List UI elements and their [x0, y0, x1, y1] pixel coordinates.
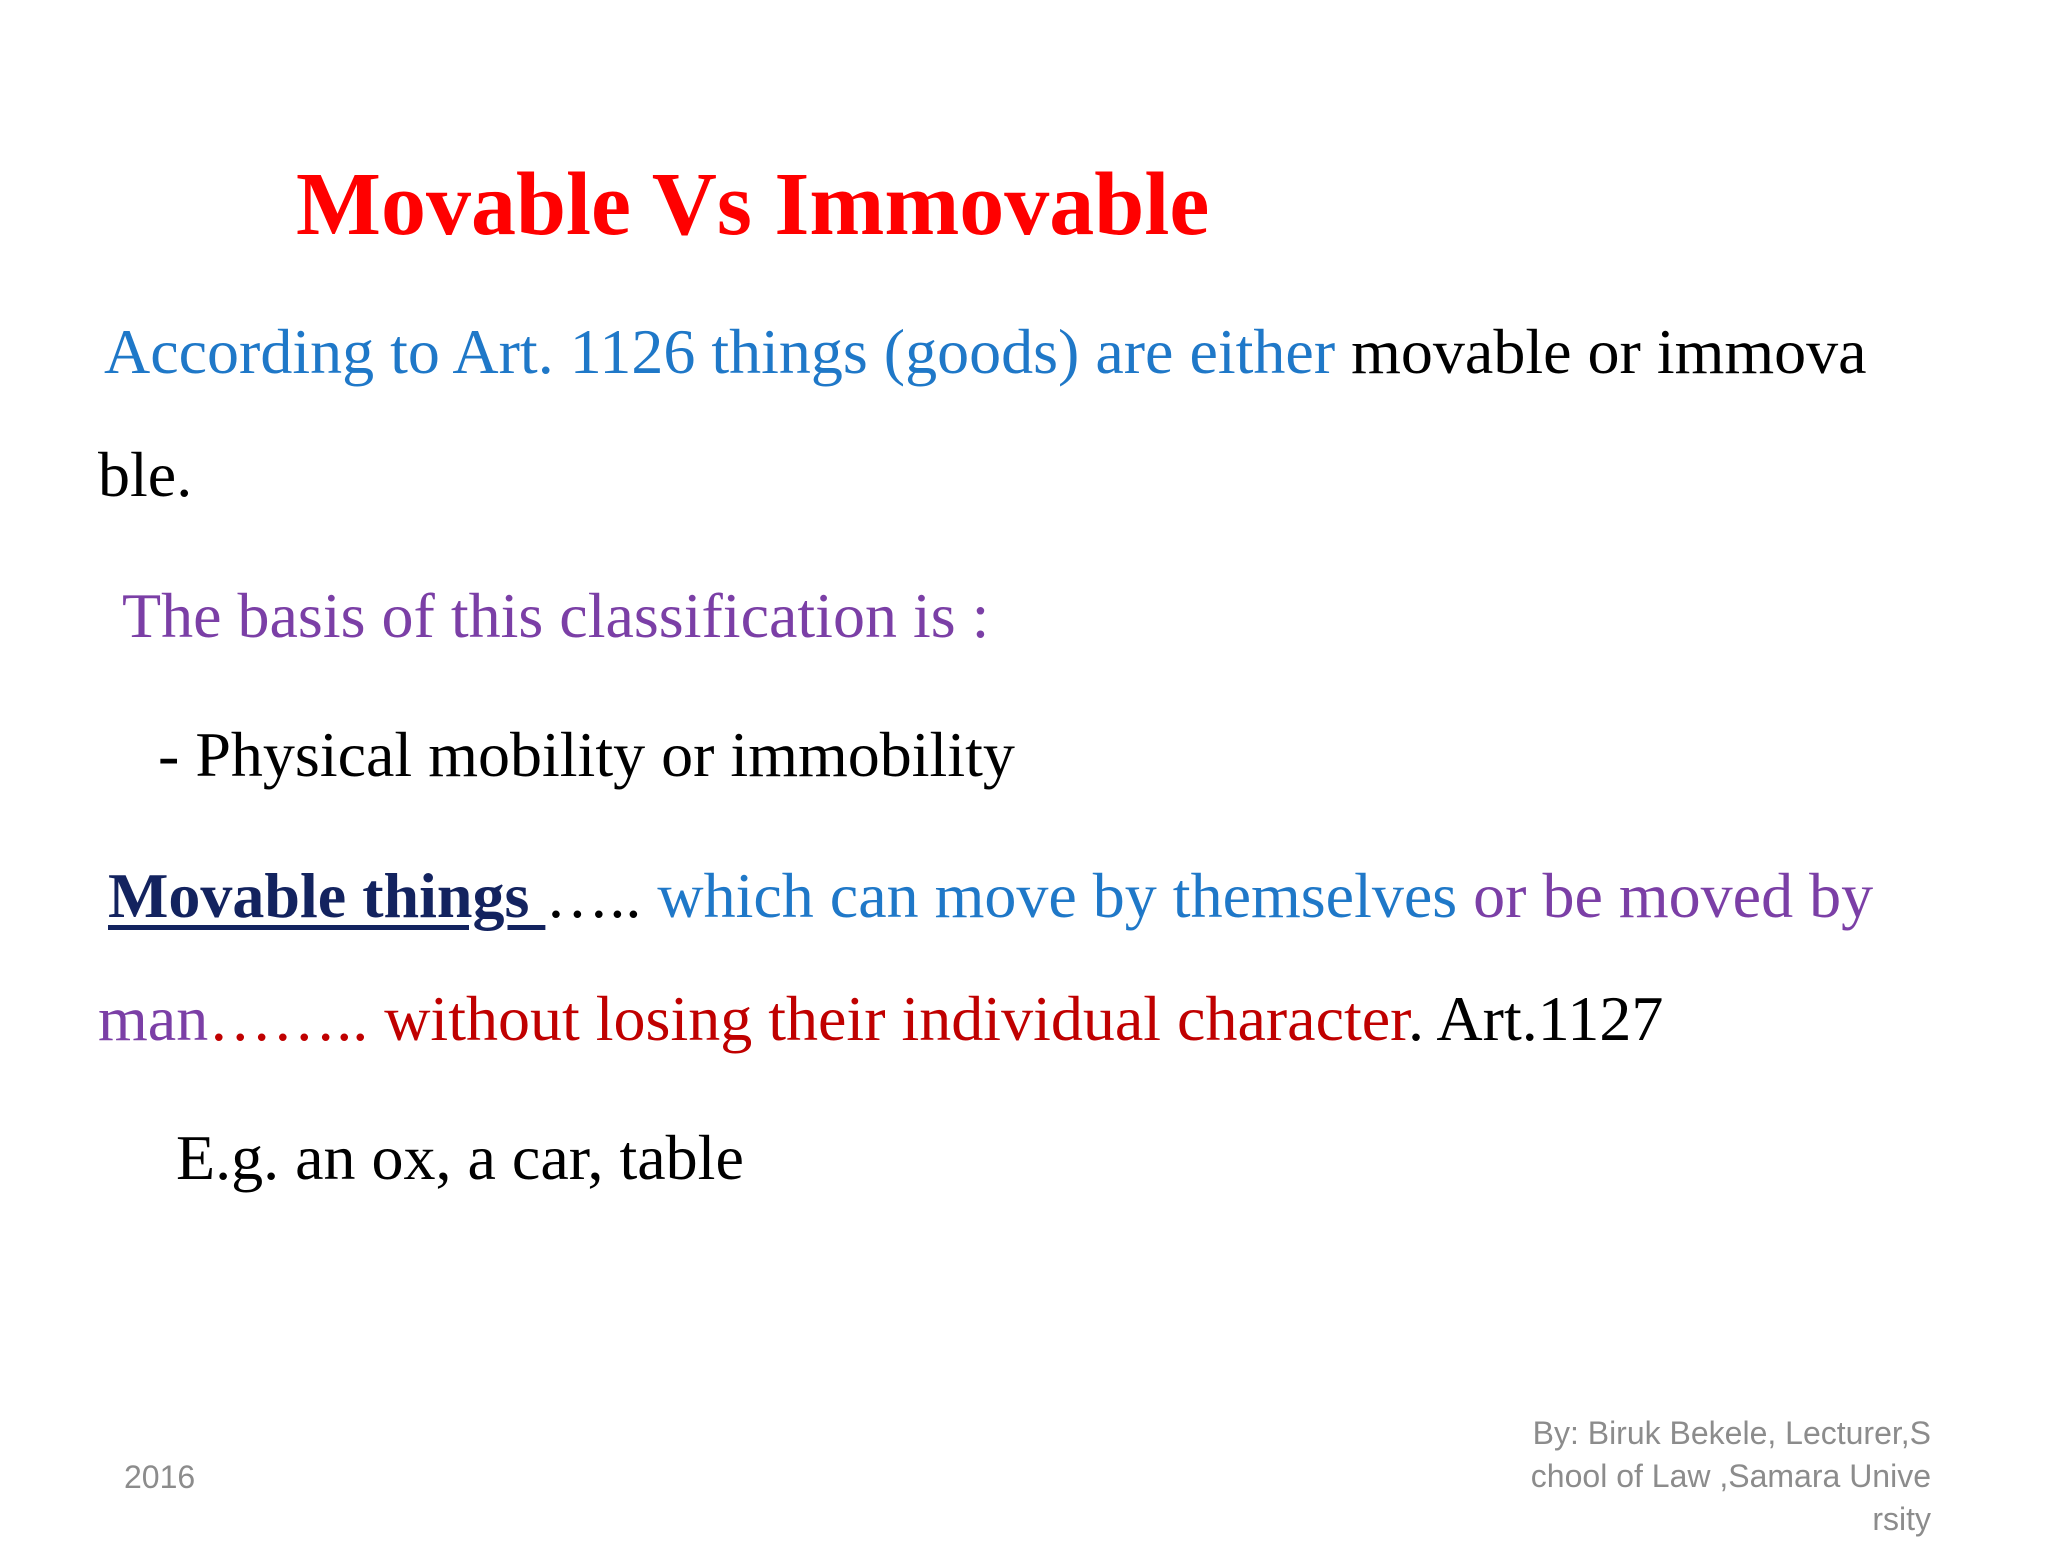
footer-date: 2016: [124, 1459, 196, 1495]
article-1126-text: According to Art. 1126 things (goods) are either: [104, 316, 1352, 387]
article-1127-ref: . Art.1127: [1407, 983, 1664, 1054]
move-by-themselves-text: which can move by themselves: [657, 860, 1474, 931]
physical-mobility-bullet: - Physical mobility or immobility: [158, 719, 1015, 790]
ellipsis-2: ……..: [208, 983, 385, 1054]
footer-author-line-1: By: Biruk Bekele, Lecturer,S: [1532, 1415, 1931, 1451]
footer-author-line-3: rsity: [1872, 1501, 1931, 1537]
movable-definition-continuation: [98, 983, 1664, 1054]
example-line: E.g. an ox, a car, table: [176, 1122, 744, 1193]
man-text: man: [98, 983, 209, 1054]
individual-character-text: without losing their individual character: [384, 983, 1408, 1054]
movable-things-line: [108, 860, 1874, 931]
article-1126-line: [104, 316, 1867, 387]
footer-author: [1481, 1412, 1931, 1541]
moved-by-text: or be moved by: [1473, 860, 1874, 931]
movable-or-immovable-text: movable or immova: [1351, 316, 1867, 387]
slide-title: Movable Vs Immovable: [296, 155, 1210, 254]
ellipsis: …..: [545, 860, 658, 931]
movable-things-heading: Movable things: [108, 860, 546, 931]
footer-author-line-2: chool of Law ,Samara Unive: [1530, 1458, 1931, 1494]
article-1126-continuation: ble.: [98, 439, 193, 510]
classification-basis-line: The basis of this classification is :: [122, 580, 990, 651]
